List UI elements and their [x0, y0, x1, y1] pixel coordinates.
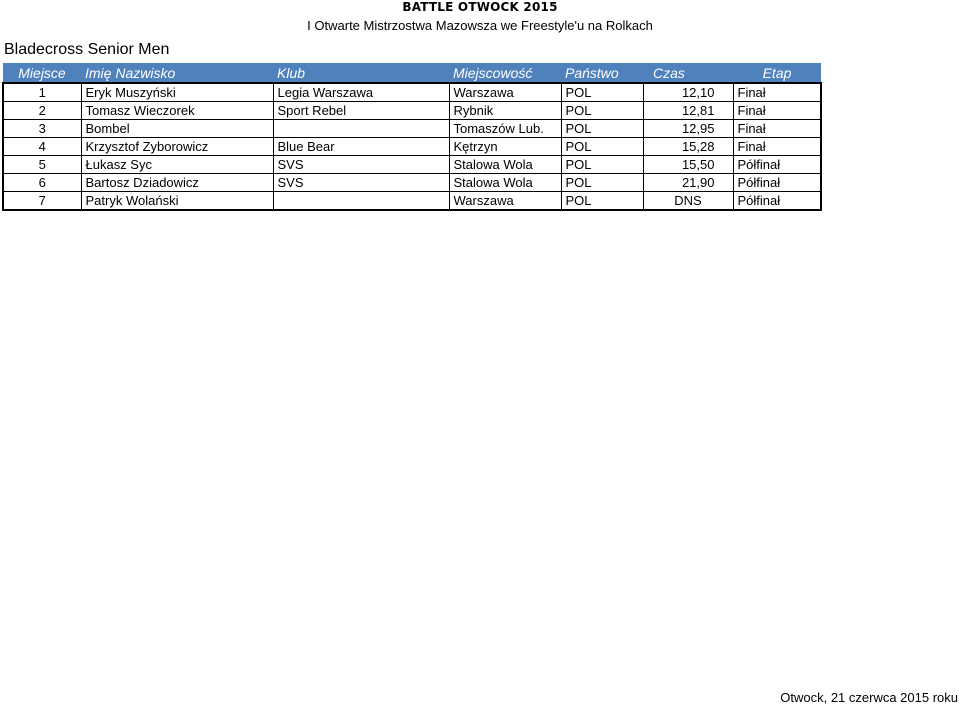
cell-city: Stalowa Wola [449, 174, 561, 192]
column-header-city: Miejscowość [449, 64, 561, 84]
cell-city: Kętrzyn [449, 138, 561, 156]
cell-place: 7 [3, 192, 81, 211]
cell-place: 4 [3, 138, 81, 156]
results-table [2, 63, 822, 211]
column-header-place: Miejsce [3, 64, 81, 84]
cell-name: Bombel [81, 120, 273, 138]
cell-time: 12,95 [643, 120, 733, 138]
event-subtitle: I Otwarte Mistrzostwa Mazowsza we Freestyle'u na Rolkach [307, 18, 653, 33]
cell-country: POL [561, 102, 643, 120]
cell-time: 12,81 [643, 102, 733, 120]
column-header-name: Imię Nazwisko [81, 64, 273, 84]
cell-stage: Finał [733, 138, 821, 156]
table-row [3, 138, 821, 156]
cell-club: Blue Bear [273, 138, 449, 156]
category-title: Bladecross Senior Men [4, 41, 170, 58]
column-header-stage: Etap [733, 64, 821, 84]
cell-time: 15,50 [643, 156, 733, 174]
cell-place: 2 [3, 102, 81, 120]
cell-city: Rybnik [449, 102, 561, 120]
table-row [3, 120, 821, 138]
cell-stage: Półfinał [733, 156, 821, 174]
cell-time: 21,90 [643, 174, 733, 192]
cell-club [273, 192, 449, 211]
cell-name: Tomasz Wieczorek [81, 102, 273, 120]
cell-time: 15,28 [643, 138, 733, 156]
cell-country: POL [561, 138, 643, 156]
column-header-club: Klub [273, 64, 449, 84]
table-row [3, 192, 821, 211]
column-header-time: Czas [643, 64, 733, 84]
cell-place: 5 [3, 156, 81, 174]
table-row [3, 102, 821, 120]
cell-name: Krzysztof Zyborowicz [81, 138, 273, 156]
footer-place-date: Otwock, 21 czerwca 2015 roku [780, 690, 958, 705]
cell-time: DNS [643, 192, 733, 211]
cell-place: 6 [3, 174, 81, 192]
cell-country: POL [561, 120, 643, 138]
cell-stage: Półfinał [733, 174, 821, 192]
cell-name: Patryk Wolański [81, 192, 273, 211]
table-header-row [3, 64, 821, 84]
cell-club [273, 120, 449, 138]
column-header-country: Państwo [561, 64, 643, 84]
cell-stage: Finał [733, 83, 821, 102]
cell-club: SVS [273, 156, 449, 174]
table-row [3, 156, 821, 174]
cell-country: POL [561, 174, 643, 192]
cell-stage: Finał [733, 102, 821, 120]
cell-name: Eryk Muszyński [81, 83, 273, 102]
cell-stage: Półfinał [733, 192, 821, 211]
cell-city: Tomaszów Lub. [449, 120, 561, 138]
cell-club: SVS [273, 174, 449, 192]
table-row [3, 174, 821, 192]
cell-time: 12,10 [643, 83, 733, 102]
cell-name: Bartosz Dziadowicz [81, 174, 273, 192]
cell-country: POL [561, 83, 643, 102]
cell-country: POL [561, 192, 643, 211]
cell-place: 1 [3, 83, 81, 102]
cell-city: Warszawa [449, 83, 561, 102]
cell-club: Legia Warszawa [273, 83, 449, 102]
cell-name: Łukasz Syc [81, 156, 273, 174]
cell-city: Warszawa [449, 192, 561, 211]
cell-country: POL [561, 156, 643, 174]
cell-city: Stalowa Wola [449, 156, 561, 174]
table-row [3, 83, 821, 102]
cell-stage: Finał [733, 120, 821, 138]
cell-club: Sport Rebel [273, 102, 449, 120]
cell-place: 3 [3, 120, 81, 138]
event-title: BATTLE OTWOCK 2015 [402, 0, 558, 14]
